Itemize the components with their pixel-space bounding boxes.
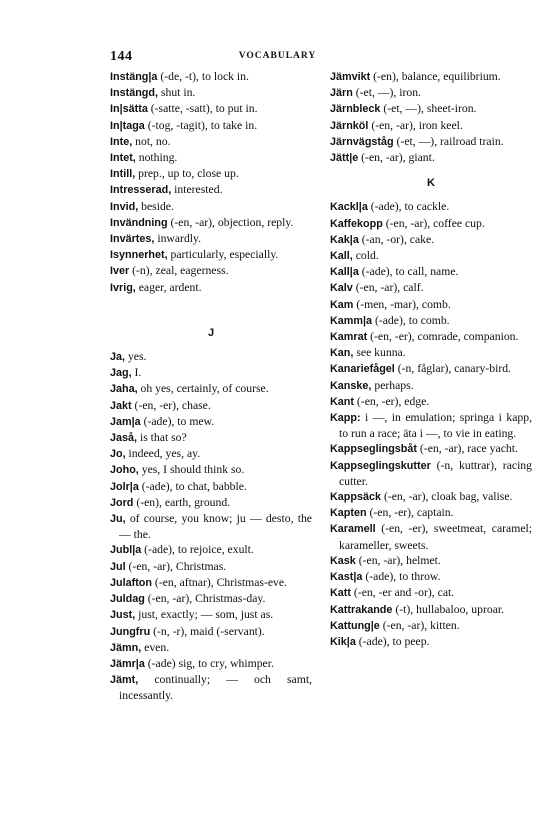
- entry-definition: (-en, -er), chase.: [131, 398, 211, 412]
- entry-definition: (-en), earth, ground.: [133, 495, 231, 509]
- dictionary-entry: [110, 624, 312, 640]
- entry-definition: I.: [131, 366, 142, 380]
- entry-headword: Kamm|a: [330, 314, 373, 327]
- dictionary-entry: [110, 101, 312, 117]
- dictionary-entry: [330, 329, 532, 345]
- entry-definition: (-ade), to cackle.: [367, 200, 450, 214]
- entry-definition: (-en, -er), captain.: [366, 506, 454, 520]
- entry-definition: nothing.: [135, 151, 178, 165]
- entry-headword: Kik|a: [330, 635, 356, 648]
- entry-headword: Joho,: [110, 464, 139, 477]
- dictionary-entry: [330, 634, 532, 650]
- entry-headword: Jam|a: [110, 415, 141, 428]
- entry-definition: (-en, -er), sweetmeat, caramel; karameller, sweets.: [339, 522, 532, 552]
- entry-headword: Julafton: [110, 576, 152, 589]
- entry-definition: prep., up to, close up.: [135, 167, 239, 181]
- entry-definition: (-en, -er), edge.: [354, 394, 430, 408]
- dictionary-entry: [330, 118, 532, 134]
- entry-headword: Järnbleck: [330, 103, 381, 116]
- entry-definition: inwardly.: [154, 232, 202, 246]
- entry-headword: Jungfru: [110, 625, 151, 638]
- dictionary-entry: [330, 489, 532, 505]
- entry-definition: (-et, —), iron.: [352, 86, 421, 100]
- entry-headword: Instängd,: [110, 87, 158, 100]
- entry-definition: perhaps.: [371, 378, 414, 392]
- entry-definition: (-en, -er), comrade, companion.: [367, 330, 519, 344]
- entry-definition: (-de, -t), to lock in.: [157, 70, 249, 83]
- dictionary-entry: [330, 264, 532, 280]
- entry-headword: Kall|a: [330, 266, 359, 279]
- dictionary-entry: [330, 199, 532, 215]
- dictionary-entry: [330, 248, 532, 264]
- entry-headword: Kask: [330, 554, 356, 567]
- entry-definition: (-men, -mar), comb.: [353, 297, 451, 311]
- entry-headword: Jo,: [110, 448, 126, 461]
- entry-headword: Jämr|a: [110, 657, 145, 670]
- dictionary-entry: [330, 441, 532, 457]
- page-header: [110, 50, 445, 68]
- dictionary-entry: [110, 542, 312, 558]
- dictionary-entry: [110, 182, 312, 198]
- entry-headword: Kalv: [330, 282, 353, 295]
- entry-definition: (-ade), to mew.: [140, 414, 215, 428]
- entry-definition: (-ade), to throw.: [362, 570, 441, 584]
- dictionary-entry: [330, 216, 532, 232]
- dictionary-entry: [330, 618, 532, 634]
- entry-headword: Jätt|e: [330, 152, 359, 165]
- dictionary-entry: [110, 672, 312, 703]
- dictionary-entry: [110, 263, 312, 279]
- dictionary-entry: [330, 553, 532, 569]
- dictionary-entry: [330, 313, 532, 329]
- entry-definition: (-tog, -tagit), to take in.: [144, 118, 258, 132]
- dictionary-entry: [110, 280, 312, 296]
- running-title: VOCABULARY: [238, 51, 317, 61]
- entry-headword: In|sätta: [110, 103, 148, 116]
- dictionary-entry: [110, 118, 312, 134]
- entry-headword: Katt: [330, 587, 351, 600]
- dictionary-entry: [110, 166, 312, 182]
- entry-headword: Jaså,: [110, 432, 138, 445]
- entry-headword: Jämn,: [110, 641, 142, 654]
- entry-headword: Instäng|a: [110, 71, 158, 83]
- entry-definition: indeed, yes, ay.: [125, 447, 201, 461]
- entry-headword: Just,: [110, 609, 136, 622]
- dictionary-entry: [110, 495, 312, 511]
- entry-headword: Kanariefågel: [330, 363, 395, 376]
- dictionary-entry: [110, 559, 312, 575]
- entry-headword: Järn: [330, 87, 353, 100]
- dictionary-entry: [330, 521, 532, 552]
- entry-headword: Invid,: [110, 200, 139, 213]
- entry-headword: Kant: [330, 395, 354, 408]
- entry-definition: beside.: [138, 199, 174, 213]
- entries-j-section: [110, 349, 312, 703]
- entry-headword: Jakt: [110, 399, 132, 412]
- entry-definition: (-en, -er and -or), cat.: [351, 586, 455, 600]
- dictionary-entry: [110, 446, 312, 462]
- dictionary-entry: [110, 85, 312, 101]
- entry-definition: (-an, -or), cake.: [358, 232, 435, 246]
- entry-headword: Kamrat: [330, 331, 368, 344]
- entries-k-section: [330, 199, 532, 650]
- dictionary-entry: [110, 575, 312, 591]
- entry-definition: shut in.: [158, 86, 196, 100]
- entry-definition: (-et, —), railroad train.: [393, 134, 504, 148]
- dictionary-entry: [330, 361, 532, 377]
- dictionary-entry: [110, 607, 312, 623]
- entry-definition: (-en, -ar), Christmas.: [125, 559, 227, 573]
- dictionary-entry: [330, 410, 532, 441]
- entry-definition: interested.: [171, 183, 223, 197]
- entry-definition: (-en, -ar), iron keel.: [368, 118, 463, 132]
- entry-definition: (-ade), to comb.: [372, 313, 450, 327]
- entry-headword: Kak|a: [330, 233, 359, 246]
- dictionary-entry: [110, 381, 312, 397]
- dictionary-entry: [110, 640, 312, 656]
- dictionary-entry: [330, 85, 532, 101]
- entry-definition: oh yes, certainly, of course.: [137, 382, 269, 396]
- page-number: 144: [110, 49, 133, 64]
- entry-definition: (-en, -ar), race yacht.: [417, 442, 518, 456]
- entry-headword: Kanske,: [330, 379, 372, 392]
- entry-definition: yes, I should think so.: [138, 463, 245, 477]
- entry-definition: (-en, -ar), kitten.: [379, 618, 460, 632]
- dictionary-entry: [330, 585, 532, 601]
- entry-definition: (-satte, -satt), to put in.: [147, 102, 258, 116]
- entries-i-section: [110, 69, 312, 296]
- entry-definition: (-ade), to peep.: [355, 634, 430, 648]
- entry-headword: Kappsäck: [330, 491, 382, 504]
- entry-definition: (-en, aftnar), Christmas-eve.: [152, 575, 287, 589]
- dictionary-entry: [330, 150, 532, 166]
- entry-headword: Inte,: [110, 135, 133, 148]
- entry-definition: of course, you know; ju — desto, the — the.: [119, 512, 312, 542]
- dictionary-entry: [110, 134, 312, 150]
- entry-definition: (-ade), to rejoice, exult.: [141, 543, 254, 557]
- entry-definition: yes.: [125, 350, 147, 364]
- entry-definition: just, exactly; — som, just as.: [135, 608, 274, 622]
- entry-headword: Kattrakande: [330, 603, 393, 616]
- dictionary-entry: [110, 656, 312, 672]
- entry-headword: Jämvikt: [330, 71, 371, 83]
- dictionary-entry: [110, 199, 312, 215]
- dictionary-entry: [330, 378, 532, 394]
- entry-headword: Kattung|e: [330, 619, 380, 632]
- entry-definition: see kunna.: [353, 346, 406, 360]
- dictionary-entry: [330, 345, 532, 361]
- section-letter-j: J: [207, 326, 215, 339]
- entry-headword: Kappseglingskutter: [330, 459, 431, 472]
- dictionary-entry: [110, 462, 312, 478]
- entry-headword: Invärtes,: [110, 233, 155, 246]
- entry-definition: (-en, -ar), Christmas-day.: [144, 592, 266, 606]
- dictionary-entry: [110, 349, 312, 365]
- dictionary-entry: [110, 150, 312, 166]
- entry-definition: (-en, -ar), helmet.: [355, 553, 441, 567]
- entry-definition: eager, ardent.: [135, 280, 202, 294]
- dictionary-entry: [330, 458, 532, 489]
- entry-headword: Jolr|a: [110, 480, 139, 493]
- dictionary-entry: [330, 232, 532, 248]
- entry-headword: Juldag: [110, 593, 145, 606]
- entry-definition: (-t), hullabaloo, uproar.: [392, 602, 505, 616]
- entry-headword: Kall,: [330, 250, 353, 263]
- dictionary-entry: [110, 69, 312, 85]
- entry-headword: Kapten: [330, 507, 367, 520]
- entry-headword: Kaffekopp: [330, 217, 383, 230]
- entry-definition: (-en, -ar), calf.: [352, 281, 424, 295]
- entry-definition: (-n, -r), maid (-servant).: [150, 624, 265, 638]
- dictionary-entry: [330, 101, 532, 117]
- entry-headword: Kackl|a: [330, 201, 368, 214]
- right-column: [330, 69, 532, 650]
- left-column: [110, 69, 312, 704]
- entry-headword: Jul: [110, 560, 126, 573]
- entry-definition: continually; — och samt, incessantly.: [119, 673, 312, 703]
- entry-headword: Kan,: [330, 347, 354, 360]
- entry-headword: Kast|a: [330, 571, 363, 584]
- entry-headword: Intet,: [110, 152, 136, 165]
- dictionary-entry: [330, 297, 532, 313]
- entry-definition: (-en, -ar), coffee cup.: [382, 216, 485, 230]
- entry-headword: Kappseglingsbåt: [330, 443, 417, 456]
- dictionary-entry: [110, 479, 312, 495]
- entry-definition: (-n, kuttrar), racing cutter.: [339, 458, 532, 488]
- entry-headword: Kapp:: [330, 412, 361, 425]
- entry-headword: Jag,: [110, 367, 132, 380]
- dictionary-entry: [110, 215, 312, 231]
- dictionary-entry: [110, 430, 312, 446]
- entry-headword: Jaha,: [110, 383, 138, 396]
- entry-definition: (-en), balance, equilibrium.: [370, 70, 501, 83]
- entry-definition: (-en, -ar), cloak bag, valise.: [381, 490, 513, 504]
- entry-definition: not, no.: [132, 134, 171, 148]
- entry-headword: Iver: [110, 265, 130, 278]
- entry-headword: Jubl|a: [110, 544, 142, 557]
- dictionary-entry: [330, 69, 532, 85]
- entry-definition: (-n), zeal, eagerness.: [129, 264, 229, 278]
- dictionary-entry: [330, 280, 532, 296]
- entry-definition: (-n, fåglar), canary-bird.: [394, 362, 511, 376]
- entry-headword: Intill,: [110, 168, 136, 181]
- entry-definition: cold.: [352, 249, 379, 263]
- entry-headword: Järnköl: [330, 119, 369, 132]
- entry-headword: Intresserad,: [110, 184, 172, 197]
- entry-headword: Ivrig,: [110, 281, 136, 294]
- entry-definition: (-en, -ar), giant.: [358, 151, 435, 165]
- entry-headword: Isynnerhet,: [110, 249, 168, 262]
- entry-definition: (-en, -ar), objection, reply.: [167, 215, 294, 229]
- dictionary-entry: [110, 414, 312, 430]
- section-letter-k: K: [427, 177, 435, 190]
- dictionary-entry: [110, 247, 312, 263]
- entry-definition: is that so?: [137, 431, 187, 445]
- dictionary-entry: [110, 231, 312, 247]
- dictionary-entry: [110, 591, 312, 607]
- dictionary-entry: [110, 398, 312, 414]
- entry-headword: Ja,: [110, 351, 126, 364]
- entry-headword: Karamell: [330, 523, 376, 536]
- dictionary-entry: [110, 365, 312, 381]
- entry-headword: In|taga: [110, 119, 145, 132]
- entry-headword: Jämt,: [110, 674, 139, 687]
- entry-headword: Kam: [330, 298, 354, 311]
- entry-definition: (-et, —), sheet-iron.: [380, 102, 477, 116]
- dictionary-entry: [330, 394, 532, 410]
- entry-definition: (-ade), to call, name.: [358, 265, 459, 279]
- dictionary-entry: [330, 134, 532, 150]
- dictionary-entry: [330, 602, 532, 618]
- dictionary-entry: [330, 505, 532, 521]
- dictionary-entry: [110, 511, 312, 542]
- entry-definition: i —, in emulation; springa i kapp, to run a race; äta i —, to vie in eating.: [339, 411, 532, 441]
- entry-headword: Järnvägståg: [330, 135, 394, 148]
- entry-definition: (-ade), to chat, babble.: [138, 479, 247, 493]
- entry-definition: even.: [141, 640, 170, 654]
- entry-headword: Ju,: [110, 513, 126, 526]
- entry-headword: Invändning: [110, 216, 168, 229]
- entry-definition: particularly, especially.: [167, 248, 279, 262]
- dictionary-entry: [330, 569, 532, 585]
- entry-definition: (-ade) sig, to cry, whimper.: [144, 656, 274, 670]
- entries-j-continued: [330, 69, 532, 166]
- entry-headword: Jord: [110, 496, 134, 509]
